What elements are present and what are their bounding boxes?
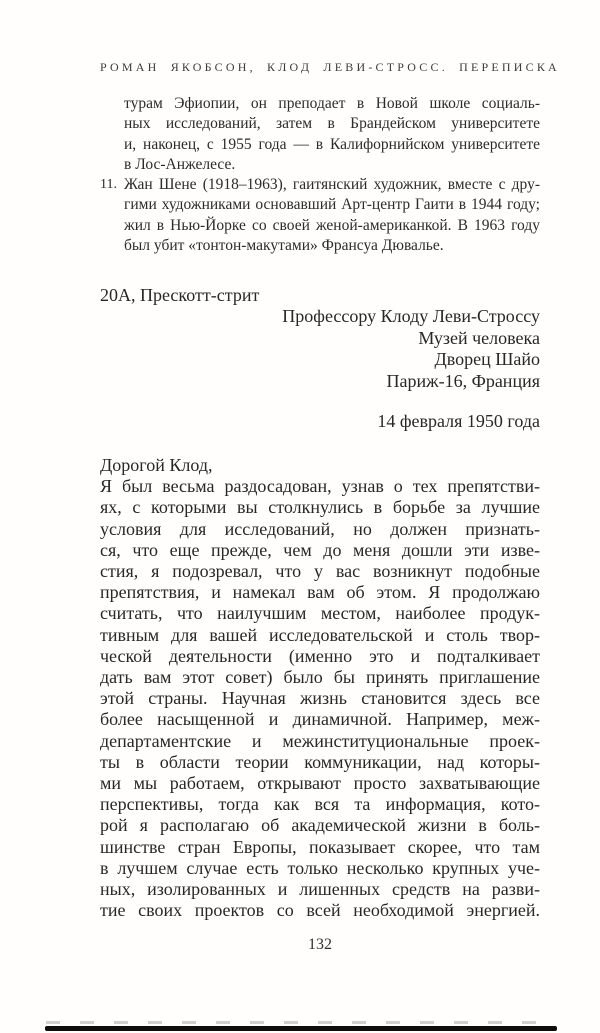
- text-line: Я был весьма раздосадован, узнав о тех препятстви-: [100, 476, 540, 497]
- text-line: жил в Нью-Йорке со своей женой-американкой. В 1963 году: [124, 216, 540, 234]
- letter-body-text: [100, 476, 540, 921]
- text-line: стия, я подозревал, что у вас возникнут подобные: [100, 561, 540, 582]
- text-line: перспективы, тогда как вся та информация, кото-: [100, 794, 540, 815]
- text-line: Дворец Шайо: [434, 349, 540, 370]
- text-line: шинстве стран Европы, показывает скорее, что там: [100, 836, 540, 857]
- footnotes-block: [100, 94, 540, 256]
- text-line: дать вам этот совет) было бы принять приглашение: [100, 667, 540, 688]
- scan-page-edge-marks: [46, 1021, 556, 1024]
- text-line: ми мы работаем, открывают просто захватывающие: [100, 773, 540, 794]
- text-line: ся, что еще прежде, чем до меня дошли эти изве-: [100, 539, 540, 560]
- text-line: в Лос-Анжелесе.: [124, 155, 236, 173]
- scan-bottom-edge-bar: [45, 1026, 557, 1031]
- text-line: Париж-16, Франция: [386, 371, 540, 392]
- text-line: гими художниками основавший Арт-центр Гаити в 1944 году;: [124, 196, 540, 214]
- letter-salutation: Дорогой Клод,: [100, 455, 213, 475]
- text-line: рой я располагаю об академической жизни в боль-: [100, 815, 540, 836]
- letter-date: 14 февраля 1950 года: [377, 411, 540, 431]
- text-line: Жан Шене (1918–1963), гаитянский художник, вместе с дру-: [124, 176, 540, 194]
- letter-sender-address: 20А, Прескотт-стрит: [100, 285, 260, 305]
- letter-body: [100, 455, 540, 921]
- text-line: Музей человека: [418, 327, 540, 348]
- text-line: Профессору Клоду Леви-Строссу: [282, 306, 540, 326]
- footnote-text: [124, 175, 540, 256]
- footnote-item-11: [100, 175, 540, 256]
- text-line: ческой деятельности (именно это и подталкивает: [100, 645, 540, 666]
- text-line: ях, с которыми вы столкнулись в борьбе за лучшие: [100, 497, 540, 518]
- running-head: РОМАН ЯКОБСОН, КЛОД ЛЕВИ-СТРОСС. ПЕРЕПИСКА: [100, 60, 560, 74]
- letter-recipient-address: [100, 306, 540, 393]
- text-line: турам Эфиопии, он преподает в Новой школе социаль-: [124, 95, 540, 112]
- text-line: ных, изолированных и лишенных средств на разви-: [100, 879, 540, 900]
- text-line: департаментские и межинституциональные проек-: [100, 730, 540, 751]
- text-line: условия для исследований, но должен признать-: [100, 518, 540, 539]
- text-line: этой страны. Научная жизнь становится здесь все: [100, 688, 540, 709]
- footnote-number: 11.: [100, 177, 117, 193]
- text-line: ных исследований, затем в Брандейском университете: [124, 115, 540, 133]
- text-line: более насыщенной и динамичной. Например, меж-: [100, 709, 540, 730]
- text-line: ты в области теории коммуникации, над которы-: [100, 751, 540, 772]
- text-line: считать, что наилучшим местом, наиболее продук-: [100, 603, 540, 624]
- text-line: тие своих проектов со всей необходимой энергией.: [100, 900, 540, 921]
- footnote-continuation: [124, 94, 540, 175]
- text-line: в лучшем случае есть только несколько крупных уче-: [100, 857, 540, 878]
- text-line: препятствия, и намекал вам об этом. Я продолжаю: [100, 582, 540, 603]
- text-line: был убит «тонтон-макутами» Франсуа Дювалье.: [124, 237, 444, 255]
- text-line: тивным для вашей исследовательской и столь твор-: [100, 624, 540, 645]
- text-line: и, наконец, с 1955 года — в Калифорнийском университете: [124, 135, 540, 153]
- page-number: 132: [308, 936, 332, 953]
